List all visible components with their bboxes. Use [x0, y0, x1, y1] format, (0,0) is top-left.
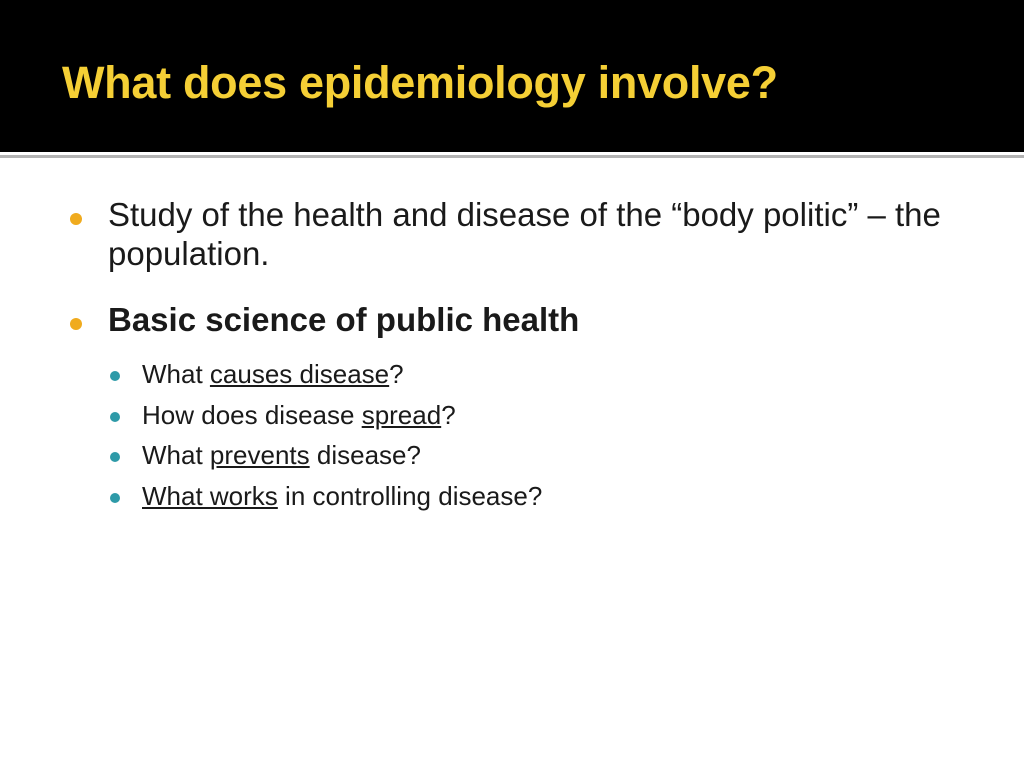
sub-bullet-suffix: disease? [309, 440, 421, 471]
sub-bullet-dot-icon [110, 371, 120, 381]
sub-bullet-text [142, 478, 1024, 516]
bullet-text: Basic science of public health [108, 301, 580, 339]
sub-bullet-dot-icon [110, 412, 120, 422]
sub-bullet-suffix: ? [389, 358, 404, 389]
sub-bullet-item [0, 356, 1024, 394]
title-bar [0, 0, 1024, 152]
sub-bullet-item [0, 478, 1024, 516]
bullet-text: Study of the health and disease of the “body politic” – the population. [108, 196, 941, 272]
sub-bullet-prefix: What [142, 440, 210, 471]
bullet-dot-icon [70, 213, 82, 225]
sub-bullet-dot-icon [110, 452, 120, 462]
sub-bullet-text [142, 437, 1024, 475]
slide-body [0, 196, 1024, 519]
sub-bullet-item [0, 437, 1024, 475]
sub-bullet-emphasis: spread [361, 399, 442, 430]
sub-bullet-text [142, 356, 1024, 394]
sub-bullet-prefix: What [142, 358, 210, 389]
sub-bullet-item [0, 397, 1024, 435]
sub-bullet-emphasis: What works [142, 480, 278, 511]
sub-bullet-suffix: ? [441, 399, 456, 430]
sub-bullet-suffix: in controlling disease? [277, 480, 543, 511]
sub-bullet-emphasis: prevents [209, 440, 310, 471]
sub-bullet-dot-icon [110, 493, 120, 503]
bullet-dot-icon [70, 318, 82, 330]
bullet-item [0, 301, 1024, 340]
title-divider [0, 155, 1024, 158]
bullet-item [0, 196, 1024, 273]
sub-bullet-prefix: How does disease [142, 399, 362, 430]
sub-bullet-text [142, 397, 1024, 435]
sub-bullet-emphasis: causes disease [209, 358, 390, 389]
page-title: What does epidemiology involve? [62, 57, 778, 108]
